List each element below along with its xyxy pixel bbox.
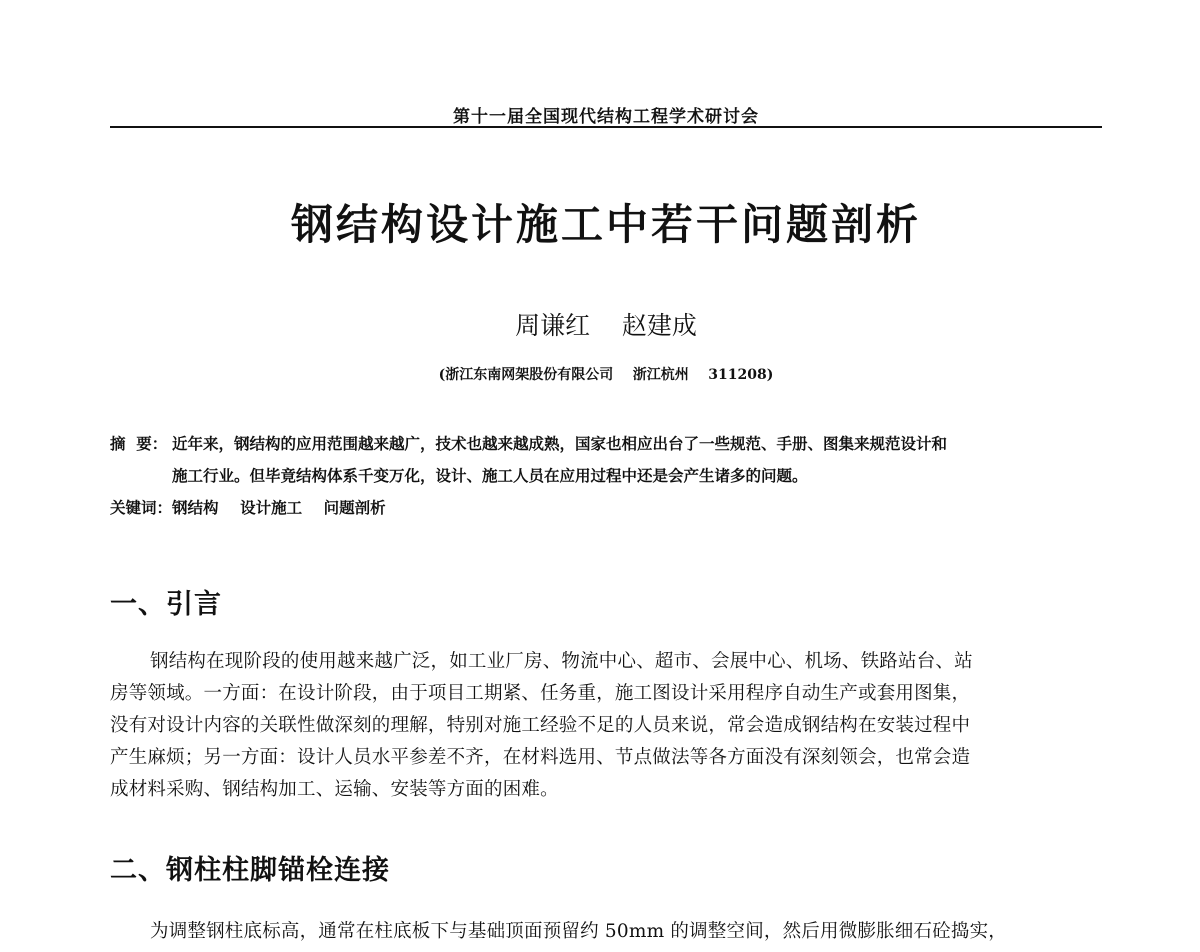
para-line: 房等领域。一方面：在设计阶段，由于项目工期紧、任务重，施工图设计采用程序自动生产或套用图集， — [110, 683, 971, 704]
header-rule — [110, 126, 1102, 128]
para-line-text: 为调整钢柱底标高，通常在柱底板下与基础顶面预留约 50mm 的调整空间，然后用微膨胀细石砼捣实， — [150, 921, 1007, 942]
para-line: 成材料采购、钢结构加工、运输、安装等方面的困难。 — [110, 779, 559, 800]
abstract-label: 摘 要： — [110, 434, 168, 453]
abstract-line-1 — [110, 428, 1102, 460]
running-header: 第十一届全国现代结构工程学术研讨会 — [453, 107, 759, 127]
para-line: 产生麻烦；另一方面：设计人员水平参差不齐，在材料选用、节点做法等各方面没有深刻领会，也常会造 — [110, 747, 971, 768]
section-heading-introduction: 一、引言 — [110, 589, 222, 620]
authors: 周谦红 赵建成 — [515, 311, 697, 340]
paper-title: 钢结构设计施工中若干问题剖析 — [290, 200, 921, 249]
para-line — [110, 916, 1102, 948]
para-line — [110, 646, 1102, 678]
para-line-text: 钢结构在现阶段的使用越来越广泛，如工业厂房、物流中心、超市、会展中心、机场、铁路站台、站 — [150, 651, 973, 672]
abstract — [110, 428, 1102, 492]
section-heading-anchor-bolt: 二、钢柱柱脚锚栓连接 — [110, 855, 390, 886]
abstract-text-1: 近年来，钢结构的应用范围越来越广，技术也越来越成熟，国家也相应出台了一些规范、手册、图集来规范设计和 — [172, 434, 948, 453]
abstract-line-2: 施工行业。但毕竟结构体系千变万化，设计、施工人员在应用过程中还是会产生诸多的问题。 — [172, 466, 808, 485]
intro-paragraph — [110, 646, 1102, 806]
keywords: 关键词：钢结构 设计施工 问题剖析 — [110, 498, 386, 517]
para-line: 没有对设计内容的关联性做深刻的理解，特别对施工经验不足的人员来说，常会造成钢结构在安装过程中 — [110, 715, 971, 736]
affiliation: (浙江东南网架股份有限公司 浙江杭州 311208) — [438, 367, 774, 383]
anchor-bolt-paragraph — [110, 916, 1102, 948]
